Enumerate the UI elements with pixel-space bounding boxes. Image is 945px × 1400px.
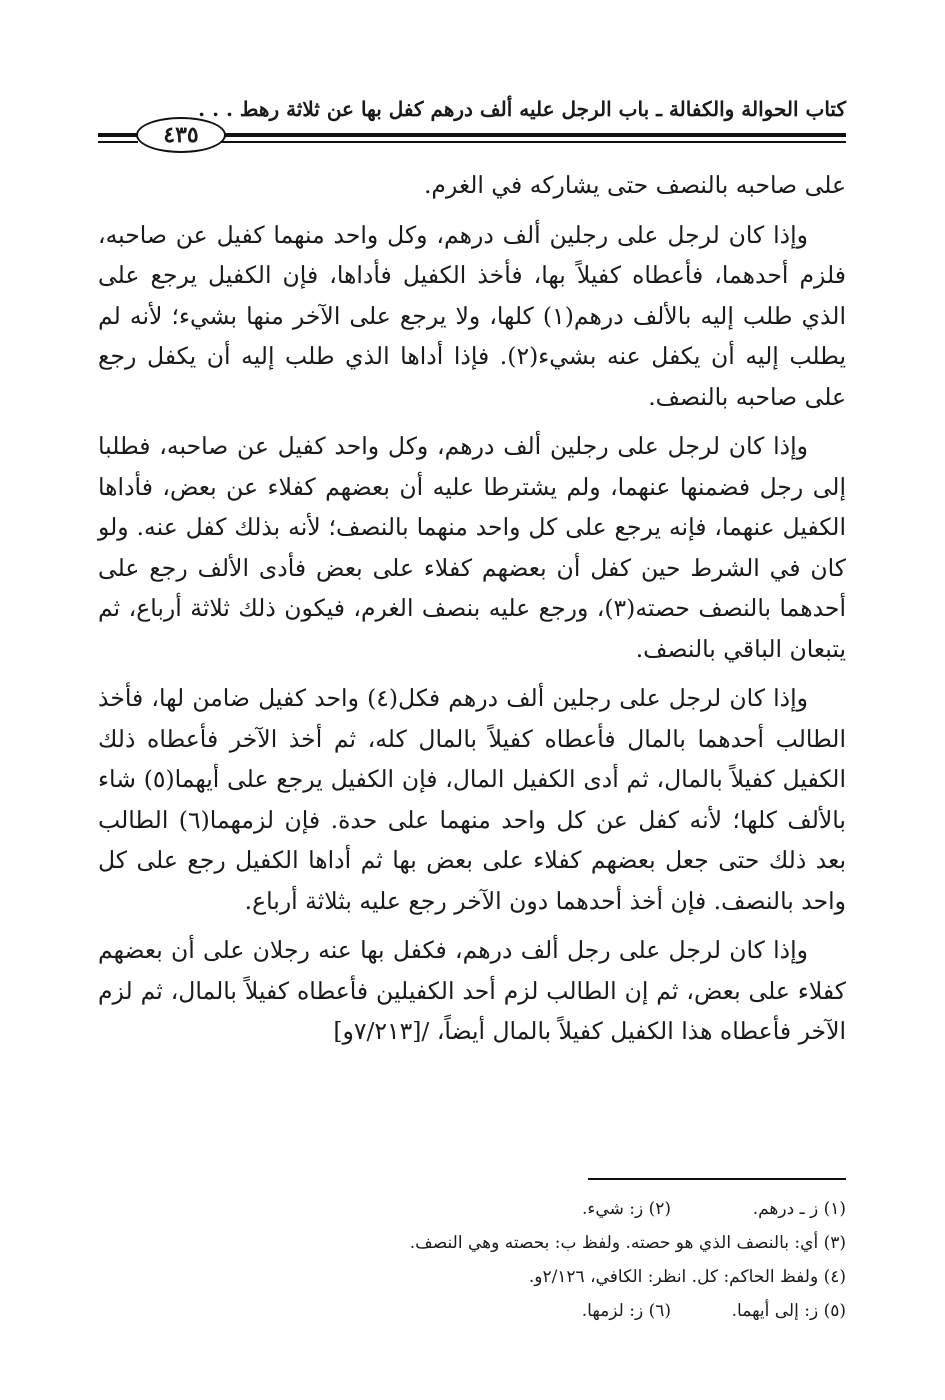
footnote-line [98, 1260, 846, 1294]
header-rule-thin [208, 141, 846, 143]
running-title: كتاب الحوالة والكفالة ـ باب الرجل عليه ألف درهم كفل بها عن ثلاثة رهط . . . [198, 97, 846, 121]
paragraph: وإذا كان لرجل على رجل ألف درهم، فكفل بها عنه رجلان على أن بعضهم كفلاء على بعض، ثم إن الطالب لزم أحد الكفيلين فأعطاه كفيلاً بالمال، ثم لزم الآخر فأعطاه هذا الكفيل كفيلاً بالمال أيضاً، /[٧/٢١٣و] [98, 936, 846, 1045]
footnote-line [98, 1294, 846, 1328]
header-rule-left [98, 133, 138, 137]
page-number: ٤٣٥ [136, 117, 226, 153]
page-header [98, 95, 846, 155]
header-rule-left-thin [98, 141, 138, 143]
footnote-line [98, 1226, 846, 1260]
footnote: (٦) ز: لزمها. [581, 1301, 671, 1321]
footnote: (٥) ز: إلى أيهما. [731, 1301, 846, 1321]
footnote: (٢) ز: شيء. [582, 1199, 671, 1219]
paragraph: وإذا كان لرجل على رجلين ألف درهم، وكل واحد كفيل عن صاحبه، فطلبا إلى رجل فضمنها عنهما، ولم يشترطا عليه أن بعضهم كفلاء عن بعض، فأداها الكفيل عنهما، فإنه يرجع على كل واحد منهما بالنصف؛ لأنه بذلك كفل عنه. ولو كان في الشرط حين كفل أن بعضهم كفلاء على بعض فأدى الألف رجع على أحدهما بالنصف حصته(٣)، ورجع عليه بنصف الغرم، فيكون ذلك ثلاثة أرباع، ثم يتبعان الباقي بالنصف. [98, 432, 846, 663]
footnotes [98, 1192, 846, 1328]
paragraph: وإذا كان لرجل على رجلين ألف درهم، وكل واحد منهما كفيل عن صاحبه، فلزم أحدهما، فأعطاه كفيلاً بها، فأخذ الكفيل فأداها، فإن الكفيل يرجع على الذي طلب إليه بالألف درهم(١) كلها، ولا يرجع على الآخر منها بشيء؛ لأنه لم يطلب إليه أن يكفل عنه بشيء(٢). فإذا أداها الذي طلب إليه أن يكفل رجع على صاحبه بالنصف. [98, 220, 847, 411]
main-text [98, 165, 846, 1061]
paragraph: وإذا كان لرجل على رجلين ألف درهم فكل(٤) واحد كفيل ضامن لها، فأخذ الطالب أحدهما بالمال فأعطاه كفيلاً بالمال كله، ثم أخذ الآخر فأعطاه ذلك الكفيل كفيلاً بالمال، ثم أدى الكفيل المال، فإن الكفيل يرجع على أيهما(٥) شاء بالألف كلها؛ لأنه كفل عن كل واحد منهما على حدة. فإن لزمهما(٦) الطالب بعد ذلك حتى جعل بعضهم كفلاء على بعض بها ثم أداها الكفيل رجع على كل واحد بالنصف. فإن أخذ أحدهما دون الآخر رجع عليه بثلاثة أرباع. [98, 684, 846, 915]
footnote: (٣) أي: بالنصف الذي هو حصته. ولفظ ب: بحصته وهي النصف. [409, 1233, 846, 1253]
footnote-separator [588, 1178, 846, 1180]
footnote: (٤) ولفظ الحاكم: كل. انظر: الكافي، ٢/١٢٦و. [528, 1267, 846, 1287]
footnote-line [98, 1192, 846, 1226]
header-rule-thick [208, 133, 846, 137]
footnote: (١) ز ـ درهم. [752, 1199, 846, 1219]
paragraph: على صاحبه بالنصف حتى يشاركه في الغرم. [423, 171, 846, 199]
